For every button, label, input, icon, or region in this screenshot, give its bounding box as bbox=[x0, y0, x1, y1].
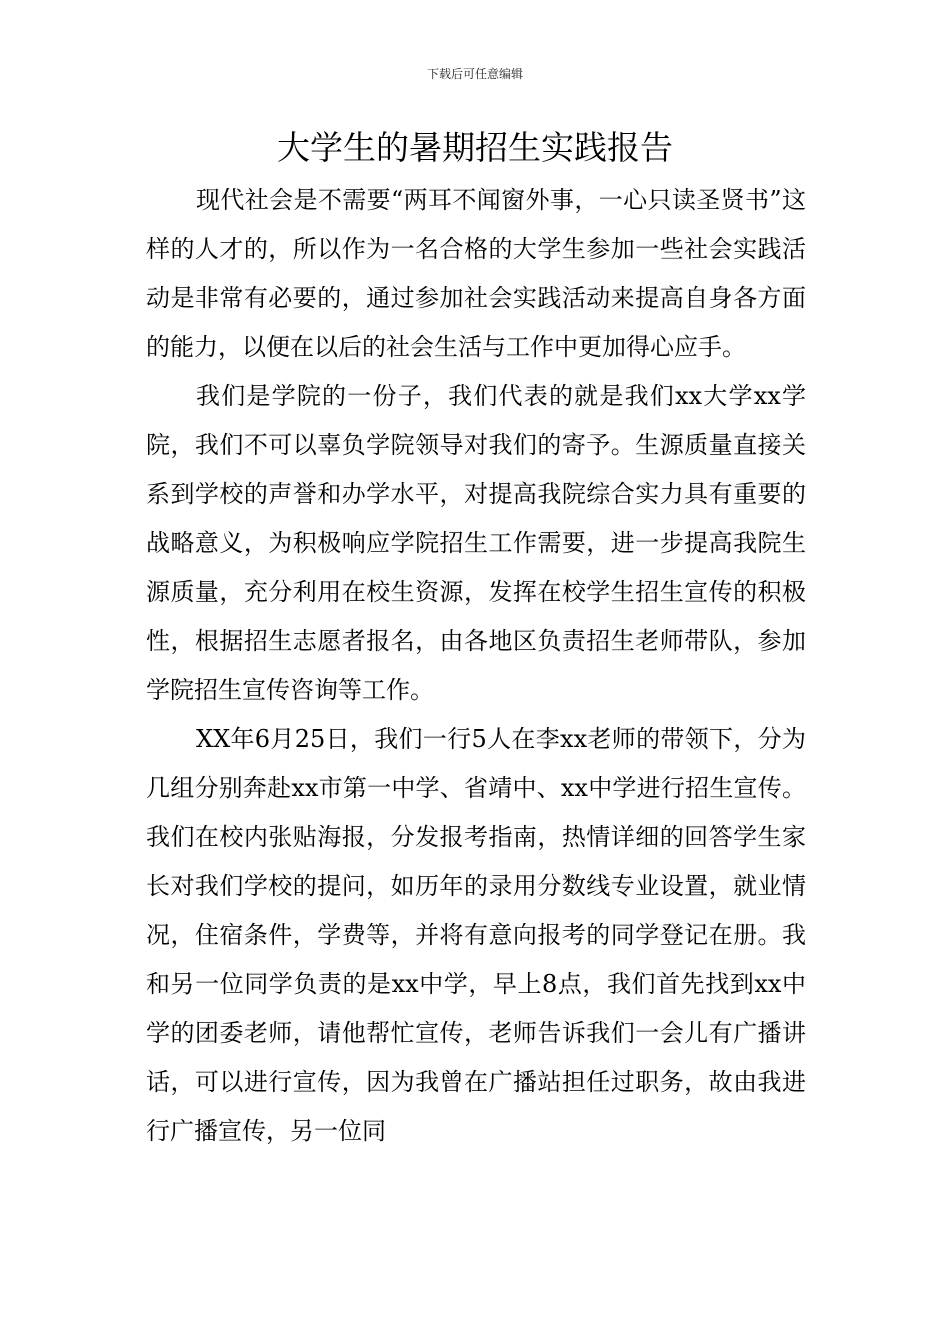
document-title: 大学生的暑期招生实践报告 bbox=[277, 128, 673, 167]
paragraph-3: XX年6月25日，我们一行5人在李xx老师的带领下，分为几组分别奔赴xx市第一中学、省靖中、xx中学进行招生宣传。我们在校内张贴海报，分发报考指南，热情详细的回答学生家长对我们学校的提问，如历年的录用分数线专业设置，就业情况，住宿条件，学费等，并将有意向报考的同学登记在册。我和另一位同学负责的是xx中学，早上8点，我们首先找到xx中学的团委老师，请他帮忙宣传，老师告诉我们一会儿有广播讲话，可以进行宣传，因为我曾在广播站担任过职务，故由我进行广播宣传，另一位同 bbox=[146, 725, 806, 1145]
paragraph-1: 现代社会是不需要“两耳不闻窗外事，一心只读圣贤书”这样的人才的，所以作为一名合格的大学生参加一些社会实践活动是非常有必要的，通过参加社会实践活动来提高自身各方面的能力，以便在以后的社会生活与工作中更加得心应手。 bbox=[146, 186, 806, 361]
document-body bbox=[146, 176, 806, 1156]
page-header-note: 下载后可任意编辑 bbox=[426, 67, 523, 81]
paragraph-2: 我们是学院的一份子，我们代表的就是我们xx大学xx学院，我们不可以辜负学院领导对我们的寄予。生源质量直接关系到学校的声誉和办学水平，对提高我院综合实力具有重要的战略意义，为积极响应学院招生工作需要，进一步提高我院生源质量，充分利用在校生资源，发挥在校学生招生宣传的积极性，根据招生志愿者报名，由各地区负责招生老师带队，参加学院招生宣传咨询等工作。 bbox=[146, 382, 806, 704]
